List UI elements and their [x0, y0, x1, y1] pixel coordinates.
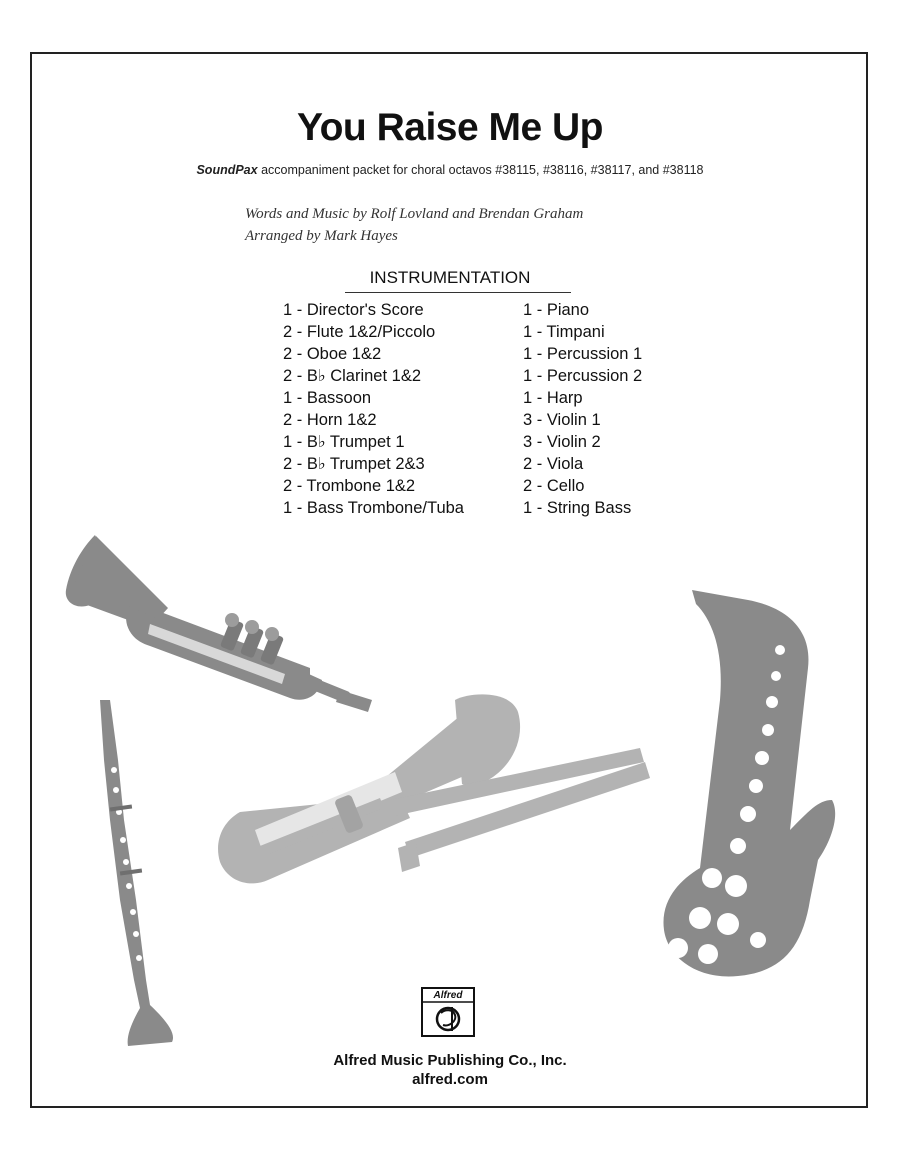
saxophone-illustration [663, 590, 835, 976]
list-item: 1 - Piano [523, 301, 590, 319]
trumpet-illustration [66, 535, 372, 712]
instrumentation-heading: INSTRUMENTATION [369, 268, 531, 287]
list-item: 2 - Trombone 1&2 [283, 477, 416, 495]
list-item: 1 - Bassoon [283, 389, 372, 407]
list-item: 1 - Timpani [523, 323, 605, 341]
list-item: 1 - Percussion 2 [523, 367, 643, 385]
list-item: 2 - Viola [523, 455, 584, 473]
credit-arranged: Arranged by Mark Hayes [245, 228, 398, 244]
publisher-name: Alfred Music Publishing Co., Inc. [333, 1052, 567, 1069]
list-item: 1 - String Bass [523, 499, 632, 517]
logo-emblem-icon [423, 989, 473, 1035]
alfred-logo [421, 987, 475, 1037]
subtitle-text: accompaniment packet for choral octavos #38115, #38116, #38117, and #38118 [257, 163, 704, 177]
list-item: 2 - B♭ Trumpet 2&3 [283, 455, 425, 473]
list-item: 2 - Horn 1&2 [283, 411, 377, 429]
list-item: 3 - Violin 2 [523, 433, 601, 451]
subtitle-brand: SoundPax [196, 163, 258, 177]
list-item: 1 - B♭ Trumpet 1 [283, 433, 405, 451]
publisher-website: alfred.com [412, 1071, 488, 1088]
list-item: 2 - B♭ Clarinet 1&2 [283, 367, 422, 385]
list-item: 2 - Cello [523, 477, 585, 495]
trombone-illustration [218, 694, 650, 883]
list-item: 3 - Violin 1 [523, 411, 601, 429]
list-item: 2 - Flute 1&2/Piccolo [283, 323, 436, 341]
credit-words-music: Words and Music by Rolf Lovland and Brendan Graham [245, 206, 584, 222]
list-item: 2 - Oboe 1&2 [283, 345, 382, 363]
list-item: 1 - Director's Score [283, 301, 424, 319]
list-item: 1 - Harp [523, 389, 583, 407]
clarinet-illustration [100, 700, 173, 1046]
page-title: You Raise Me Up [296, 106, 603, 149]
list-item: 1 - Percussion 1 [523, 345, 643, 363]
list-item: 1 - Bass Trombone/Tuba [283, 499, 464, 517]
logo-wordmark: Alfred [433, 990, 463, 1001]
